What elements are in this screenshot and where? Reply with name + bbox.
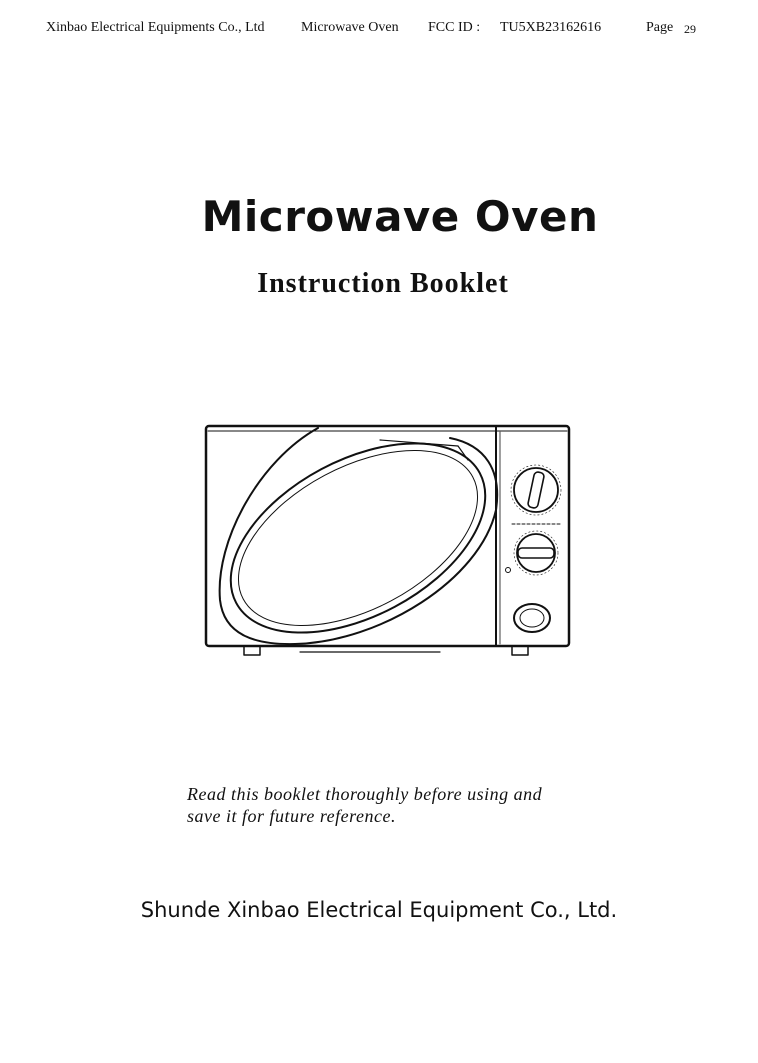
power-dial [517,534,555,572]
header-company: Xinbao Electrical Equipments Co., Ltd [46,20,265,35]
document-title: Microwave Oven [201,192,599,241]
timer-dial-knob [527,471,544,508]
header-page-number: 29 [684,22,696,36]
header-fcc-id: TU5XB23162616 [500,20,602,35]
left-foot [244,646,260,655]
booklet-note-line-1: Read this booklet thoroughly before using and [187,784,543,804]
booklet-note-line-2: save it for future reference. [187,806,396,826]
header-product: Microwave Oven [301,20,399,35]
manufacturer-name: Shunde Xinbao Electrical Equipment Co., Ltd. [140,898,618,922]
right-foot [512,646,528,655]
microwave-oven-illustration [200,420,575,665]
document-subtitle: Instruction Booklet [257,268,509,299]
header-page-label: Page [646,20,674,35]
header-fcc-label: FCC ID : [428,20,481,35]
power-dial-knob [518,548,554,558]
timer-dial [514,468,558,512]
door-release-button [514,604,550,632]
door-window [200,420,516,665]
indicator-light [506,568,511,573]
